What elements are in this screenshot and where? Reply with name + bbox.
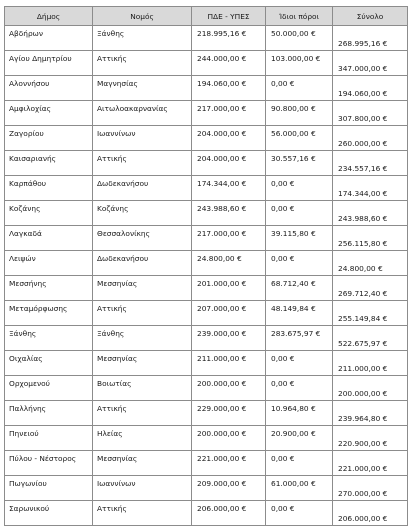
cell-pde: 200.000,00 € — [192, 376, 266, 401]
table-row — [5, 26, 408, 51]
cell-pde: 206.000,00 € — [192, 501, 266, 526]
cell-prefecture: Δωδεκανήσου — [93, 176, 192, 201]
cell-prefecture: Κοζάνης — [93, 201, 192, 226]
cell-municipality: Πωγωνίου — [5, 476, 93, 501]
cell-own-resources: 0,00 € — [266, 176, 333, 201]
cell-own-resources: 56.000,00 € — [266, 126, 333, 151]
cell-prefecture: Ιωαννίνων — [93, 476, 192, 501]
header-total: Σύνολο — [333, 7, 408, 26]
header-prefecture: Νομός — [93, 7, 192, 26]
cell-pde: 194.060,00 € — [192, 76, 266, 101]
cell-own-resources: 50.000,00 € — [266, 26, 333, 51]
table-row — [5, 451, 408, 476]
table-row — [5, 276, 408, 301]
table-row — [5, 301, 408, 326]
cell-own-resources: 0,00 € — [266, 451, 333, 476]
cell-municipality: Καρπάθου — [5, 176, 93, 201]
cell-prefecture: Ξάνθης — [93, 326, 192, 351]
cell-municipality: Αλοννήσου — [5, 76, 93, 101]
cell-prefecture: Αττικής — [93, 401, 192, 426]
cell-municipality: Σαρωνικού — [5, 501, 93, 526]
cell-prefecture: Μαγνησίας — [93, 76, 192, 101]
cell-own-resources: 0,00 € — [266, 201, 333, 226]
table-body — [5, 26, 408, 526]
cell-municipality: Καισαριανής — [5, 151, 93, 176]
cell-total: 200.000,00 € — [333, 376, 408, 401]
cell-pde: 211.000,00 € — [192, 351, 266, 376]
cell-prefecture: Θεσσαλονίκης — [93, 226, 192, 251]
cell-prefecture: Ηλείας — [93, 426, 192, 451]
cell-prefecture: Δωδεκανήσου — [93, 251, 192, 276]
table-header — [5, 7, 408, 26]
cell-total: 239.964,80 € — [333, 401, 408, 426]
table-row — [5, 176, 408, 201]
cell-own-resources: 0,00 € — [266, 251, 333, 276]
cell-pde: 207.000,00 € — [192, 301, 266, 326]
header-pde: ΠΔΕ - ΥΠΕΣ — [192, 7, 266, 26]
cell-prefecture: Αττικής — [93, 151, 192, 176]
cell-own-resources: 61.000,00 € — [266, 476, 333, 501]
cell-prefecture: Ξάνθης — [93, 26, 192, 51]
cell-total: 211.000,00 € — [333, 351, 408, 376]
cell-own-resources: 68.712,40 € — [266, 276, 333, 301]
table-row — [5, 201, 408, 226]
cell-total: 522.675,97 € — [333, 326, 408, 351]
cell-prefecture: Βοιωτίας — [93, 376, 192, 401]
cell-municipality: Ζαγορίου — [5, 126, 93, 151]
cell-municipality: Πύλου - Νέστορος — [5, 451, 93, 476]
cell-pde: 200.000,00 € — [192, 426, 266, 451]
table-row — [5, 326, 408, 351]
cell-total: 221.000,00 € — [333, 451, 408, 476]
table-row — [5, 151, 408, 176]
cell-own-resources: 0,00 € — [266, 76, 333, 101]
cell-municipality: Κοζάνης — [5, 201, 93, 226]
cell-prefecture: Αττικής — [93, 301, 192, 326]
cell-total: 347.000,00 € — [333, 51, 408, 76]
table-row — [5, 51, 408, 76]
cell-prefecture: Αττικής — [93, 51, 192, 76]
cell-total: 206.000,00 € — [333, 501, 408, 526]
table-row — [5, 351, 408, 376]
cell-own-resources: 39.115,80 € — [266, 226, 333, 251]
cell-prefecture: Μεσσηνίας — [93, 276, 192, 301]
cell-pde: 229.000,00 € — [192, 401, 266, 426]
cell-total: 269.712,40 € — [333, 276, 408, 301]
cell-municipality: Αβδήρων — [5, 26, 93, 51]
cell-pde: 217.000,00 € — [192, 226, 266, 251]
cell-own-resources: 10.964,80 € — [266, 401, 333, 426]
cell-pde: 201.000,00 € — [192, 276, 266, 301]
funding-table — [4, 6, 408, 526]
cell-pde: 217.000,00 € — [192, 101, 266, 126]
table-row — [5, 226, 408, 251]
cell-total: 270.000,00 € — [333, 476, 408, 501]
cell-own-resources: 283.675,97 € — [266, 326, 333, 351]
cell-prefecture: Αττικής — [93, 501, 192, 526]
cell-pde: 239.000,00 € — [192, 326, 266, 351]
cell-pde: 24.800,00 € — [192, 251, 266, 276]
cell-own-resources: 103.000,00 € — [266, 51, 333, 76]
cell-municipality: Πηνειού — [5, 426, 93, 451]
cell-pde: 204.000,00 € — [192, 126, 266, 151]
header-municipality: Δήμος — [5, 7, 93, 26]
cell-own-resources: 0,00 € — [266, 376, 333, 401]
cell-total: 174.344,00 € — [333, 176, 408, 201]
cell-pde: 209.000,00 € — [192, 476, 266, 501]
cell-prefecture: Αιτωλοακαρνανίας — [93, 101, 192, 126]
cell-pde: 221.000,00 € — [192, 451, 266, 476]
cell-municipality: Ορχομενού — [5, 376, 93, 401]
cell-total: 234.557,16 € — [333, 151, 408, 176]
cell-municipality: Μεταμόρφωσης — [5, 301, 93, 326]
table-row — [5, 376, 408, 401]
cell-prefecture: Μεσσηνίας — [93, 351, 192, 376]
cell-total: 194.060,00 € — [333, 76, 408, 101]
cell-total: 256.115,80 € — [333, 226, 408, 251]
cell-municipality: Ξάνθης — [5, 326, 93, 351]
cell-prefecture: Μεσσηνίας — [93, 451, 192, 476]
cell-total: 243.988,60 € — [333, 201, 408, 226]
cell-total: 260.000,00 € — [333, 126, 408, 151]
cell-own-resources: 20.900,00 € — [266, 426, 333, 451]
table-row — [5, 401, 408, 426]
table-row — [5, 76, 408, 101]
cell-municipality: Οιχαλίας — [5, 351, 93, 376]
cell-municipality: Λειψών — [5, 251, 93, 276]
cell-municipality: Παλλήνης — [5, 401, 93, 426]
cell-municipality: Αμφιλοχίας — [5, 101, 93, 126]
cell-pde: 243.988,60 € — [192, 201, 266, 226]
cell-municipality: Λαγκαδά — [5, 226, 93, 251]
cell-prefecture: Ιωαννίνων — [93, 126, 192, 151]
cell-own-resources: 30.557,16 € — [266, 151, 333, 176]
cell-total: 220.900,00 € — [333, 426, 408, 451]
table-row — [5, 426, 408, 451]
cell-own-resources: 0,00 € — [266, 351, 333, 376]
cell-total: 268.995,16 € — [333, 26, 408, 51]
table-row — [5, 476, 408, 501]
cell-municipality: Μεσσήνης — [5, 276, 93, 301]
cell-pde: 244.000,00 € — [192, 51, 266, 76]
cell-pde: 174.344,00 € — [192, 176, 266, 201]
table-row — [5, 501, 408, 526]
cell-pde: 218.995,16 € — [192, 26, 266, 51]
table-row — [5, 101, 408, 126]
table-row — [5, 251, 408, 276]
table-row — [5, 126, 408, 151]
cell-total: 307.800,00 € — [333, 101, 408, 126]
cell-own-resources: 48.149,84 € — [266, 301, 333, 326]
cell-pde: 204.000,00 € — [192, 151, 266, 176]
cell-municipality: Αγίου Δημητρίου — [5, 51, 93, 76]
cell-own-resources: 90.800,00 € — [266, 101, 333, 126]
cell-own-resources: 0,00 € — [266, 501, 333, 526]
cell-total: 255.149,84 € — [333, 301, 408, 326]
header-row — [5, 7, 408, 26]
cell-total: 24.800,00 € — [333, 251, 408, 276]
header-own-resources: Ίδιοι πόροι — [266, 7, 333, 26]
